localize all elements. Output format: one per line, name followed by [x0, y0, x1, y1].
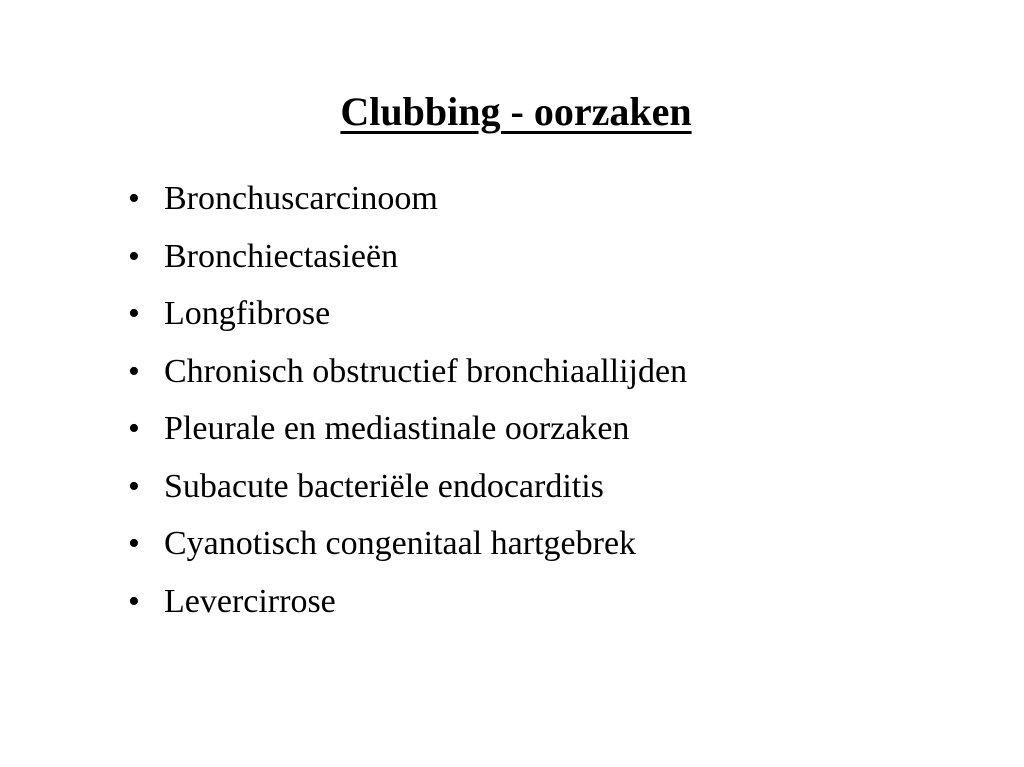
slide-title: Clubbing - oorzaken [340, 89, 692, 134]
bullet-icon: • [128, 467, 140, 505]
list-item-label: Cyanotisch congenitaal hartgebrek [164, 525, 637, 562]
list-item-label: Longfibrose [164, 295, 331, 332]
list-item [128, 170, 948, 228]
list-item [128, 285, 948, 343]
list-item-label: Bronchuscarcinoom [164, 180, 438, 217]
list-item [128, 400, 948, 458]
list-item [128, 573, 948, 631]
list-item [128, 343, 948, 401]
list-item [128, 458, 948, 516]
bullet-icon: • [128, 295, 140, 332]
list-item [128, 228, 948, 286]
bullet-icon: • [128, 582, 140, 620]
bullet-icon: • [128, 180, 140, 217]
bullet-icon: • [128, 352, 140, 390]
bullet-icon: • [128, 525, 140, 562]
list-item-label: Pleurale en mediastinale oorzaken [164, 410, 630, 447]
list-item [128, 515, 948, 573]
list-item-label: Subacute bacteriële endocarditis [164, 467, 604, 505]
list-item-label: Bronchiectasieën [164, 237, 399, 275]
list-item-label: Chronisch obstructief bronchiaallijden [164, 352, 688, 390]
bullet-icon: • [128, 237, 140, 275]
bullet-list [128, 170, 948, 630]
bullet-icon: • [128, 410, 140, 447]
list-item-label: Levercirrose [164, 582, 336, 620]
